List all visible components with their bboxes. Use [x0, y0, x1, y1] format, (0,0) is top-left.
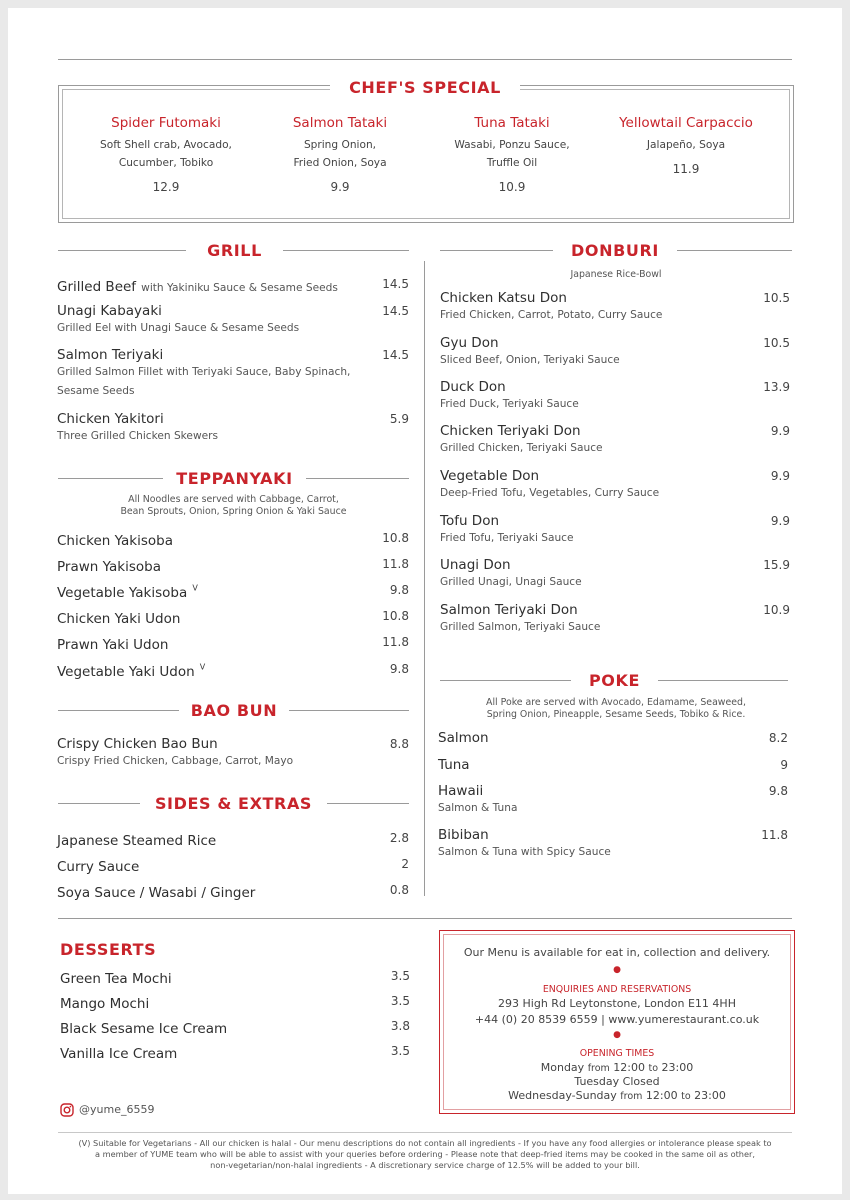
poke-note: All Poke are served with Avocado, Edamame, Seaweed, Spring Onion, Pineapple, Sesame Seeds, Tobiko & Rice. — [486, 697, 746, 720]
teppanyaki-title: TEPPANYAKI — [176, 469, 293, 488]
item-desc: Three Grilled Chicken Skewers — [57, 430, 219, 442]
vegetarian-mark: V — [199, 662, 206, 672]
item-price: 10.9 — [763, 603, 790, 617]
chef-item-price: 10.9 — [498, 180, 526, 194]
menu-page — [8, 8, 842, 1194]
item-name: Vegetable Yakisoba — [57, 585, 188, 601]
item-desc: Salmon & Tuna — [438, 802, 518, 814]
item-price: 3.8 — [390, 1019, 410, 1033]
item-price: 10.8 — [382, 531, 409, 545]
hours-row: Wednesday-Sunday from 12:00 to 23:00 — [508, 1089, 726, 1102]
item-inline-desc: with Yakiniku Sauce & Sesame Seeds — [141, 282, 338, 294]
hours-row: Tuesday Closed — [574, 1075, 660, 1088]
item-price: 9.9 — [770, 424, 790, 438]
menu-item — [57, 830, 409, 849]
item-name: Japanese Steamed Rice — [57, 833, 217, 849]
menu-item — [440, 379, 790, 414]
item-price: 9.8 — [389, 583, 409, 597]
item-price: 2.8 — [389, 831, 409, 845]
item-name: Chicken Yaki Udon — [57, 611, 181, 627]
item-name: Gyu Don — [440, 335, 499, 351]
chef-item-desc: Soft Shell crab, Avocado, Cucumber, Tobiko — [100, 139, 232, 169]
item-price: 9.9 — [770, 469, 790, 483]
hours-title: OPENING TIMES — [579, 1048, 655, 1059]
item-name: Vegetable Yaki Udon — [57, 664, 195, 680]
chef-item-name: Yellowtail Carpaccio — [619, 115, 753, 131]
bottom-rule — [58, 918, 792, 919]
availability-text: Our Menu is available for eat in, collection and delivery. — [463, 946, 771, 959]
item-price: 9.8 — [389, 662, 409, 676]
item-price: 14.5 — [382, 277, 409, 291]
chef-item-price: 12.9 — [152, 180, 180, 194]
menu-item — [57, 530, 409, 549]
item-price: 5.9 — [389, 412, 409, 426]
item-name: Mango Mochi — [60, 996, 150, 1012]
item-desc: Grilled Chicken, Teriyaki Sauce — [440, 442, 603, 454]
separator-dot: ● — [613, 965, 621, 975]
item-name: Green Tea Mochi — [60, 971, 172, 987]
item-price: 10.8 — [382, 609, 409, 623]
chef-item-price: 9.9 — [330, 180, 350, 194]
item-name: Chicken Katsu Don — [440, 290, 567, 306]
separator-dot: ● — [613, 1030, 621, 1040]
item-desc: Grilled Salmon Fillet with Teriyaki Sauce, Baby Spinach, Sesame Seeds — [57, 366, 351, 397]
item-name: Vegetable Don — [440, 468, 540, 484]
menu-item — [60, 968, 410, 987]
item-price: 2 — [401, 857, 409, 871]
item-name: Salmon — [438, 730, 489, 746]
menu-item — [440, 557, 790, 592]
item-price: 3.5 — [390, 969, 410, 983]
chef-item-name: Tuna Tataki — [474, 115, 550, 131]
item-name: Salmon Teriyaki Don — [440, 602, 578, 618]
menu-item — [438, 757, 788, 773]
item-name: Tofu Don — [440, 513, 500, 529]
menu-item — [440, 335, 790, 370]
menu-item — [60, 1043, 410, 1062]
item-name: Black Sesame Ice Cream — [60, 1021, 228, 1037]
chef-item — [81, 115, 251, 194]
menu-item — [57, 276, 409, 298]
chef-item-desc: Spring Onion, Fried Onion, Soya — [293, 139, 387, 169]
item-price: 14.5 — [382, 304, 409, 318]
item-price: 9 — [780, 758, 788, 772]
item-name: Soya Sauce / Wasabi / Ginger — [57, 885, 256, 901]
item-name: Hawaii — [438, 783, 484, 799]
item-desc: Crispy Fried Chicken, Cabbage, Carrot, Mayo — [57, 755, 294, 767]
menu-item — [57, 634, 409, 653]
top-rule — [58, 59, 792, 60]
chef-item — [596, 115, 776, 176]
menu-item — [440, 513, 790, 548]
item-price: 8.8 — [389, 737, 409, 751]
menu-item — [57, 856, 409, 875]
menu-item — [57, 882, 409, 901]
desserts-title: DESSERTS — [60, 940, 157, 959]
menu-item — [57, 556, 409, 575]
item-desc: Sliced Beef, Onion, Teriyaki Sauce — [440, 354, 620, 366]
menu-item — [440, 468, 790, 503]
info-box — [439, 930, 795, 1114]
item-desc: Grilled Unagi, Unagi Sauce — [440, 576, 582, 588]
vegetarian-mark: V — [192, 583, 198, 593]
column-divider — [424, 261, 425, 896]
chef-item-name: Spider Futomaki — [111, 115, 221, 131]
item-price: 13.9 — [763, 380, 790, 394]
item-desc: Fried Duck, Teriyaki Sauce — [440, 398, 579, 410]
item-name: Prawn Yaki Udon — [57, 637, 169, 653]
menu-item — [60, 1018, 410, 1037]
menu-item — [438, 827, 788, 862]
menu-item — [438, 783, 788, 818]
item-desc: Fried Tofu, Teriyaki Sauce — [440, 532, 574, 544]
item-name: Prawn Yakisoba — [57, 559, 161, 575]
enquiries-title: ENQUIRIES AND RESERVATIONS — [542, 984, 692, 995]
grill-title: GRILL — [207, 241, 262, 260]
item-desc: Grilled Eel with Unagi Sauce & Sesame Seeds — [57, 322, 300, 334]
chef-item — [427, 115, 597, 194]
item-name: Bibiban — [438, 827, 489, 843]
menu-item — [57, 303, 409, 338]
donburi-subtitle: Japanese Rice-Bowl — [570, 269, 662, 280]
menu-item — [60, 993, 410, 1012]
poke-title: POKE — [588, 671, 641, 690]
item-name: Curry Sauce — [57, 859, 140, 875]
item-name: Chicken Yakitori — [57, 411, 164, 427]
item-name: Crispy Chicken Bao Bun — [57, 736, 218, 752]
item-name: Grilled Beef — [57, 279, 137, 295]
item-price: 8.2 — [768, 731, 788, 745]
item-price: 11.8 — [761, 828, 788, 842]
instagram-handle: @yume_6559 — [79, 1102, 155, 1116]
item-price: 11.8 — [382, 635, 409, 649]
menu-item — [57, 736, 409, 771]
menu-item — [57, 347, 409, 401]
item-desc: Deep-Fried Tofu, Vegetables, Curry Sauce — [440, 487, 660, 499]
bao-bun-title: BAO BUN — [190, 701, 278, 720]
item-name: Chicken Teriyaki Don — [440, 423, 581, 439]
item-price: 14.5 — [382, 348, 409, 362]
menu-item — [440, 602, 790, 637]
item-price: 10.5 — [763, 291, 790, 305]
menu-item — [57, 582, 409, 601]
menu-item — [57, 608, 409, 627]
contact-text: +44 (0) 20 8539 6559 | www.yumerestaurant.co.uk — [474, 1013, 760, 1026]
item-name: Tuna — [438, 757, 470, 773]
item-name: Salmon Teriyaki — [57, 347, 164, 363]
item-name: Duck Don — [440, 379, 506, 395]
menu-item — [440, 290, 790, 325]
item-price: 10.5 — [763, 336, 790, 350]
address-text: 293 High Rd Leytonstone, London E11 4HH — [498, 997, 736, 1010]
donburi-title: DONBURI — [571, 241, 659, 260]
chef-item-desc: Wasabi, Ponzu Sauce, Truffle Oil — [454, 139, 570, 169]
chef-item-name: Salmon Tataki — [292, 115, 388, 131]
instagram-icon — [60, 1102, 74, 1116]
item-price: 15.9 — [763, 558, 790, 572]
item-price: 9.8 — [768, 784, 788, 798]
item-price: 0.8 — [389, 883, 409, 897]
item-price: 3.5 — [390, 994, 410, 1008]
item-name: Chicken Yakisoba — [57, 533, 174, 549]
menu-item — [438, 730, 788, 746]
item-name: Unagi Kabayaki — [57, 303, 162, 319]
item-desc: Fried Chicken, Carrot, Potato, Curry Sauce — [440, 309, 663, 321]
menu-item — [440, 423, 790, 458]
sides-title: SIDES & EXTRAS — [154, 794, 313, 813]
chef-item — [255, 115, 425, 194]
chef-special-title: CHEF'S SPECIAL — [349, 78, 501, 97]
chef-item-price: 11.9 — [672, 162, 700, 176]
item-name: Vanilla Ice Cream — [60, 1046, 178, 1062]
menu-item — [57, 661, 409, 680]
item-price: 11.8 — [382, 557, 409, 571]
teppanyaki-note: All Noodles are served with Cabbage, Carrot, Bean Sprouts, Onion, Spring Onion & Yaki Sauce — [120, 494, 347, 517]
menu-item — [57, 411, 409, 446]
item-price: 9.9 — [770, 514, 790, 528]
hours-row: Monday from 12:00 to 23:00 — [540, 1061, 694, 1074]
chef-item-desc: Jalapeño, Soya — [646, 139, 726, 151]
footer-disclaimer: (V) Suitable for Vegetarians - All our chicken is halal - Our menu descriptions do not contain all ingredients - If you have any food allergies or intolerance please speak to a member of YUME team who will be able to assist with your queries before ordering - Please note that deep-fried items may be cooked in the same oil as other, non-vegetarian/non-halal ingredients - A discretionary service charge of 12.5% will be added to your bill. — [78, 1138, 772, 1170]
item-name: Unagi Don — [440, 557, 511, 573]
item-desc: Salmon & Tuna with Spicy Sauce — [438, 846, 611, 858]
item-desc: Grilled Salmon, Teriyaki Sauce — [440, 621, 601, 633]
instagram-link[interactable] — [60, 1102, 154, 1116]
item-price: 3.5 — [390, 1044, 410, 1058]
